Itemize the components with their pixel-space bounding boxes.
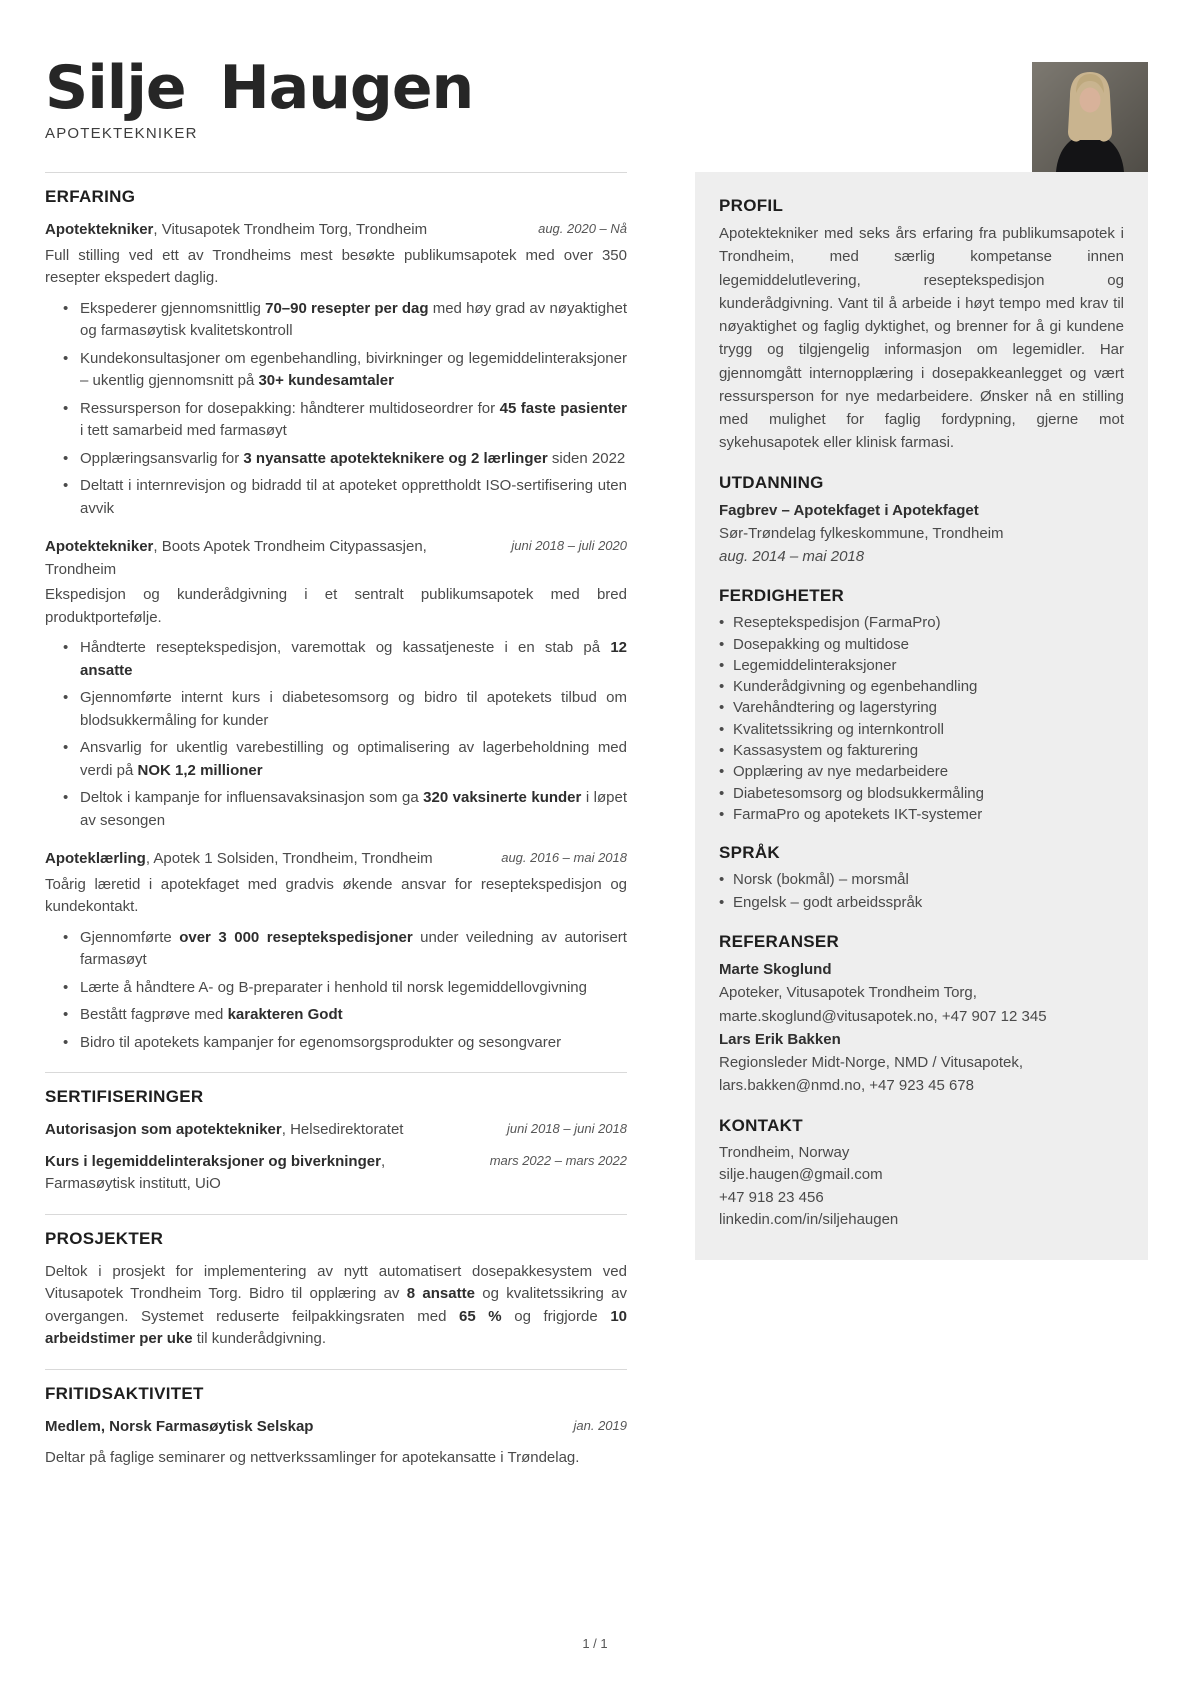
portrait-illustration: [1032, 62, 1148, 172]
certification-org: , Farmasøytisk institutt, UiO: [45, 1152, 386, 1192]
bullet-list: [63, 637, 627, 832]
bullet-item: [63, 448, 627, 471]
bullet-text: Ressursperson for dosepakking: håndterer multidoseordrer for: [80, 399, 500, 417]
reference-role: Apoteker, Vitusapotek Trondheim Torg,: [719, 984, 977, 1002]
projects-bold-text: 10 arbeidstimer per uke: [45, 1307, 627, 1347]
language-item: • Norsk (bokmål) – morsmål: [719, 869, 1124, 892]
bullet-text: Deltok i kampanje for influensavaksinasjon som ga: [80, 789, 424, 806]
experience-entry-1: [45, 219, 627, 520]
certification-date: mars 2022 – mars 2022: [489, 1152, 627, 1168]
bullet-bold-text: 12 ansatte: [80, 639, 627, 679]
bullet-text: Gjennomførte internt kurs i diabetesomsorg og bidro til apotekets tilbud om blodsukkermåling for kunder: [80, 689, 627, 729]
bullet-text: Gjennomførte: [80, 928, 180, 946]
sidebar-section-references: [719, 932, 1124, 1098]
bullet-text: Ansvarlig for ukentlig varebestilling og optimalisering av lagerbeholdning med verdi på: [80, 739, 627, 779]
bullet-text: i tett samarbeid med farmasøyt: [80, 422, 287, 439]
certification-date: juni 2018 – juni 2018: [507, 1121, 627, 1136]
skill-item: • Legemiddelinteraksjoner: [719, 655, 1124, 676]
bullet-item: [63, 475, 627, 520]
entry-title: [45, 848, 433, 871]
entry-title: [45, 536, 493, 581]
projects-text: og frigjorde: [501, 1307, 611, 1325]
content-columns: [45, 172, 1148, 1488]
bullet-item: [63, 637, 627, 682]
experience-entry-2: [45, 536, 627, 832]
skill-item: • Reseptekspedisjon (FarmaPro): [719, 612, 1124, 633]
bullet-text: i løpet av sesongen: [80, 789, 627, 829]
leisure-title: Medlem, Norsk Farmasøytisk Selskap: [45, 1417, 314, 1435]
reference-entry-2: [719, 1028, 1124, 1098]
education-school: Sør-Trøndelag fylkeskommune, Trondheim: [719, 524, 1004, 542]
candidate-name: Silje Haugen: [45, 53, 474, 123]
leisure-body: Deltar på faglige seminarer og nettverkssamlinger for apotekansatte i Trøndelag.: [45, 1449, 580, 1466]
skills-list: [719, 612, 1124, 825]
sidebar-section-education: [719, 473, 1124, 569]
bullet-text: Håndterte reseptekspedisjon, varemottak og kassatjeneste i en stab på: [80, 639, 611, 656]
page-footer: [0, 1636, 1190, 1651]
languages-list: [719, 869, 1124, 914]
sidebar-section-languages: [719, 843, 1124, 914]
projects-text: til kunderådgivning.: [192, 1330, 326, 1347]
section-title-contact: KONTAKT: [719, 1115, 803, 1135]
certification-entry-1: [45, 1119, 627, 1142]
entry-org: , Vitusapotek Trondheim Torg, Trondheim: [153, 221, 428, 238]
header: [45, 55, 1148, 142]
entry-org: , Apotek 1 Solsiden, Trondheim, Trondheim: [145, 850, 433, 867]
bullet-text: Ekspederer gjennomsnittlig: [80, 299, 266, 317]
skill-item: • Dosepakking og multidose: [719, 634, 1124, 655]
sidebar-section-profile: [719, 196, 1124, 455]
reference-entry-1: [719, 958, 1124, 1028]
bullet-text: under veiledning av autorisert farmasøyt: [80, 928, 627, 968]
section-projects: [45, 1214, 627, 1351]
entry-role: Apotektekniker: [45, 221, 154, 238]
entry-date: aug. 2020 – Nå: [538, 221, 627, 236]
entry-org: , Boots Apotek Trondheim Citypassasjen, Trondheim: [45, 538, 427, 578]
section-title-skills: FERDIGHETER: [719, 586, 845, 606]
bullet-text: Opplæringsansvarlig for: [80, 449, 244, 467]
entry-date: aug. 2016 – mai 2018: [501, 850, 627, 865]
bullet-bold-text: 70–90 resepter per dag: [265, 299, 429, 317]
section-experience: [45, 172, 627, 1054]
bullet-text: Bidro til apotekets kampanjer for egenomsorgsprodukter og sesongvarer: [80, 1033, 562, 1051]
certification-entry-2: [45, 1151, 627, 1196]
section-title-certifications: SERTIFISERINGER: [45, 1087, 204, 1106]
contact-linkedin: linkedin.com/in/siljehaugen: [719, 1211, 899, 1229]
bullet-item: [63, 348, 627, 393]
bullet-item: [63, 977, 627, 1000]
skill-item: • Opplæring av nye medarbeidere: [719, 761, 1124, 782]
bullet-item: [63, 687, 627, 732]
bullet-text: med høy grad av nøyaktighet og farmasøytisk kvalitetskontroll: [80, 299, 627, 339]
bullet-bold-text: karakteren Godt: [227, 1006, 343, 1023]
section-title-leisure: FRITIDSAKTIVITET: [45, 1383, 204, 1403]
profile-photo: [1032, 62, 1148, 172]
contact-phone: +47 918 23 456: [719, 1188, 824, 1206]
bullet-item: [63, 1032, 627, 1055]
bullet-text: Bestått fagprøve med: [80, 1006, 228, 1023]
reference-name: Lars Erik Bakken: [719, 1030, 841, 1048]
section-title-projects: PROSJEKTER: [45, 1228, 164, 1248]
sidebar-section-contact: [719, 1116, 1124, 1232]
education-degree: Fagbrev – Apotekfaget i Apotekfaget: [719, 501, 979, 519]
bullet-item: [63, 737, 627, 782]
skill-item: • Kassasystem og fakturering: [719, 740, 1124, 761]
skill-item: • Kunderådgivning og egenbehandling: [719, 676, 1124, 697]
bullet-item: [63, 787, 627, 832]
leisure-date: jan. 2019: [573, 1417, 627, 1433]
education-date: aug. 2014 – mai 2018: [719, 548, 865, 565]
page-indicator: 1 / 1: [582, 1636, 608, 1651]
entry-head: [45, 848, 627, 871]
leisure-entry: [45, 1416, 627, 1439]
projects-bold-text: 8 ansatte: [406, 1285, 475, 1302]
certification-name: Autorisasjon som apotektekniker: [45, 1121, 282, 1138]
contact-location: Trondheim, Norway: [719, 1143, 850, 1161]
section-certifications: [45, 1072, 627, 1196]
entry-head: [45, 536, 627, 581]
bullet-text: Deltatt i internrevisjon og bidradd til at apoteket opprettholdt ISO-sertifisering uten avvik: [80, 477, 627, 517]
bullet-bold-text: NOK 1,2 millioner: [137, 761, 263, 779]
bullet-item: [63, 927, 627, 972]
section-title-languages: SPRÅK: [719, 843, 781, 863]
bullet-bold-text: 30+ kundesamtaler: [258, 372, 394, 389]
sidebar-section-skills: [719, 586, 1124, 825]
certification-title: [45, 1119, 403, 1142]
candidate-role-subtitle: APOTEKTEKNIKER: [45, 125, 198, 142]
certification-org: , Helsedirektoratet: [281, 1121, 404, 1138]
skill-item: • Kvalitetssikring og internkontroll: [719, 719, 1124, 740]
section-title-experience: ERFARING: [45, 187, 136, 206]
reference-contact: marte.skoglund@vitusapotek.no, +47 907 12 345: [719, 1007, 1047, 1025]
entry-head: [45, 219, 627, 242]
contact-email: silje.haugen@gmail.com: [719, 1166, 883, 1184]
bullet-item: [63, 398, 627, 443]
section-title-profile: PROFIL: [719, 196, 784, 215]
bullet-bold-text: 45 faste pasienter: [499, 399, 627, 417]
bullet-bold-text: 320 vaksinerte kunder: [423, 789, 582, 806]
projects-text: og kvalitetssikring av overgangen. Systemet reduserte feilpakkingsraten med: [45, 1285, 627, 1325]
entry-role: Apoteklærling: [45, 850, 146, 867]
projects-bold-text: 65 %: [459, 1307, 502, 1325]
bullet-text: Lærte å håndtere A- og B-preparater i henhold til norsk legemiddellovgivning: [80, 978, 587, 996]
experience-entry-3: [45, 848, 627, 1054]
projects-text: Deltok i prosjekt for implementering av nytt automatisert dosepakkesystem ved Vitusapotek Trondheim Torg. Bidro til opplæring av: [45, 1262, 627, 1302]
sidebar: [695, 172, 1148, 1260]
bullet-text: siden 2022: [547, 449, 626, 467]
entry-title: [45, 219, 427, 242]
reference-name: Marte Skoglund: [719, 961, 832, 979]
certification-title: [45, 1151, 472, 1196]
section-title-education: UTDANNING: [719, 472, 824, 492]
skill-item: • FarmaPro og apotekets IKT-systemer: [719, 804, 1124, 825]
language-item: • Engelsk – godt arbeidsspråk: [719, 892, 1124, 915]
skill-item: • Varehåndtering og lagerstyring: [719, 697, 1124, 718]
profile-body: Apotektekniker med seks års erfaring fra publikumsapotek i Trondheim, med særlig kompetanse innen legemiddelutlevering, reseptekspedisjon og kunderådgivning. Vant til å arbeide i høyt tempo med krav til nøyaktighet og faglig dyktighet, og brenner for å gi kundene trygg og tilgjengelig informasjon om legemidler. Har gjennomgått internopplæring i dosepakkeanlegget og vært ressursperson for nye medarbeidere. Ønsker nå en stilling med mulighet for faglig fordypning, gjerne mot sykehusapotek eller klinisk farmasi.: [719, 225, 1124, 452]
bullet-item: [63, 1004, 627, 1027]
section-leisure: [45, 1369, 627, 1470]
certification-name: Kurs i legemiddelinteraksjoner og biverkninger: [45, 1152, 381, 1170]
bullet-bold-text: 3 nyansatte apotekteknikere og 2 lærlinger: [243, 449, 548, 467]
entry-summary: Toårig læretid i apotekfaget med gradvis økende ansvar for reseptekspedisjon og kundekontakt.: [45, 875, 627, 915]
bullet-list: [63, 298, 627, 521]
bullet-item: [63, 298, 627, 343]
bullet-list: [63, 927, 627, 1055]
main-column: [45, 172, 627, 1488]
reference-role: Regionsleder Midt-Norge, NMD / Vitusapotek,: [719, 1054, 1024, 1072]
entry-date: juni 2018 – juli 2020: [511, 538, 627, 553]
skill-item: • Diabetesomsorg og blodsukkermåling: [719, 783, 1124, 804]
projects-body: [45, 1261, 627, 1351]
reference-contact: lars.bakken@nmd.no, +47 923 45 678: [719, 1077, 974, 1095]
section-title-references: REFERANSER: [719, 932, 840, 952]
bullet-text: Kundekonsultasjoner om egenbehandling, bivirkninger og legemiddelinteraksjoner – ukentlig gjennomsnitt på: [80, 349, 627, 389]
bullet-bold-text: over 3 000 reseptekspedisjoner: [179, 928, 413, 946]
entry-summary: Full stilling ved ett av Trondheims mest besøkte publikumsapotek med over 350 resepter ekspedert daglig.: [45, 246, 627, 286]
entry-summary: Ekspedisjon og kunderådgivning i et sentralt publikumsapotek med bred produktportefølje.: [45, 586, 627, 626]
entry-role: Apotektekniker: [45, 538, 154, 555]
